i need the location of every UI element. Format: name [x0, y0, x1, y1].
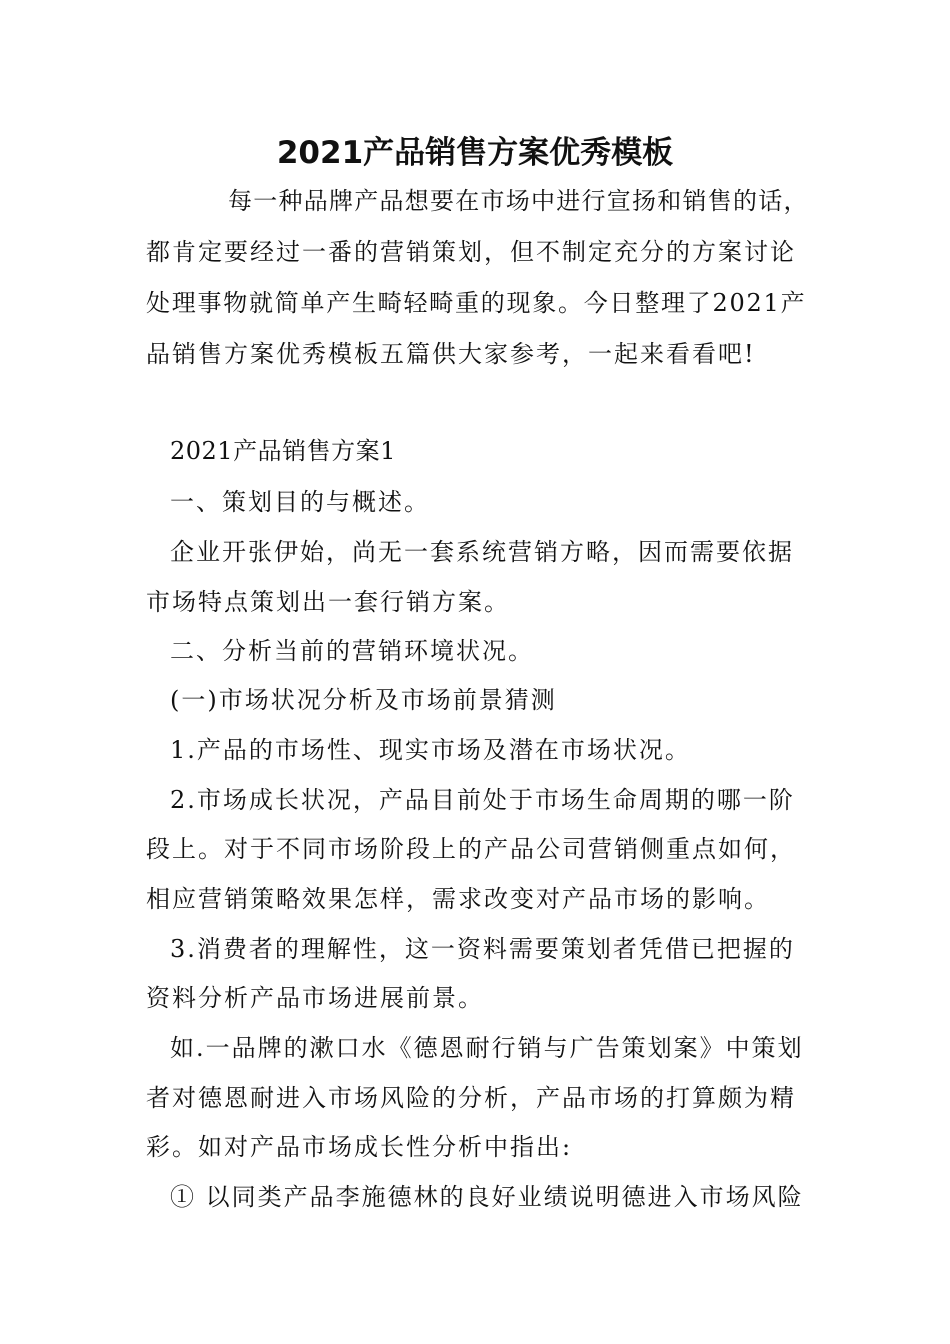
body-line: 市场特点策划出一套行销方案。 — [146, 588, 510, 616]
body-line: 企业开张伊始，尚无一套系统营销方略，因而需要依据 — [170, 538, 794, 566]
body-line: 都肯定要经过一番的营销策划，但不制定充分的方案讨论 — [146, 238, 796, 266]
body-line: 处理事物就简单产生畸轻畸重的现象。今日整理了2021产 — [146, 289, 807, 317]
body-line: 2.市场成长状况，产品目前处于市场生命周期的哪一阶 — [170, 786, 795, 814]
body-line: 二、分析当前的营销环境状况。 — [170, 637, 534, 665]
body-line: 品销售方案优秀模板五篇供大家参考，一起来看看吧! — [146, 340, 756, 368]
body-line: 彩。如对产品市场成长性分析中指出: — [146, 1133, 573, 1161]
body-line: 每一种品牌产品想要在市场中进行宣扬和销售的话， — [228, 187, 809, 215]
body-line: 1.产品的市场性、现实市场及潜在市场状况。 — [170, 736, 691, 764]
section-heading: 2021产品销售方案1 — [170, 437, 396, 465]
body-line: 3.消费者的理解性，这一资料需要策划者凭借已把握的 — [170, 935, 795, 963]
body-line: ① 以同类产品李施德林的良好业绩说明德进入市场风险 — [170, 1183, 804, 1211]
body-line: 如.一品牌的漱口水《德恩耐行销与广告策划案》中策划 — [170, 1034, 804, 1062]
body-line: 资料分析产品市场进展前景。 — [146, 984, 484, 1012]
body-line: 者对德恩耐进入市场风险的分析，产品市场的打算颇为精 — [146, 1084, 796, 1112]
body-line: (一)市场状况分析及市场前景猜测 — [170, 686, 557, 714]
body-line: 相应营销策略效果怎样，需求改变对产品市场的影响。 — [146, 885, 770, 913]
document-title: 2021产品销售方案优秀模板 — [276, 135, 674, 171]
body-line: 段上。对于不同市场阶段上的产品公司营销侧重点如何， — [146, 835, 796, 863]
body-line: 一、策划目的与概述。 — [170, 488, 430, 516]
